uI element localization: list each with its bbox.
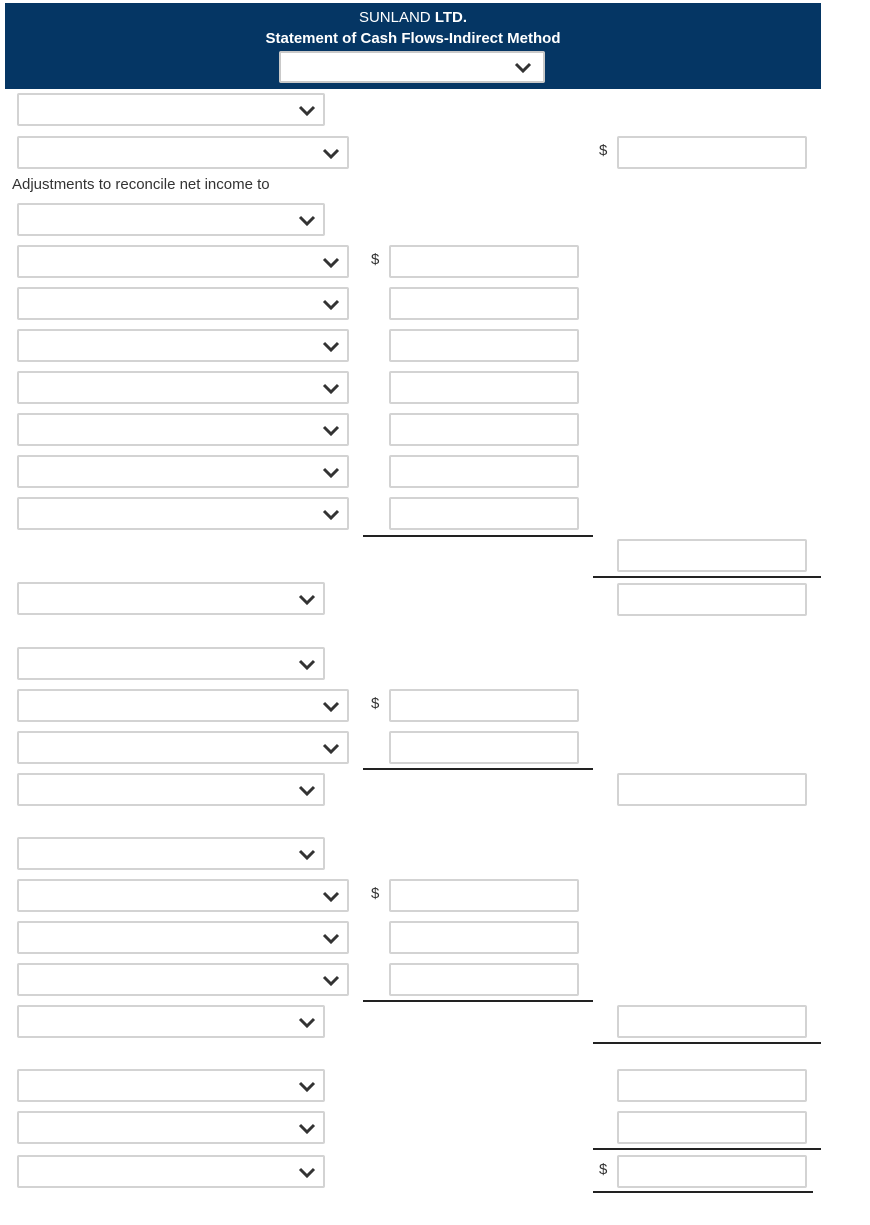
- adjustment-amount-input-7[interactable]: [389, 497, 579, 530]
- double-total-rule: [593, 1191, 813, 1193]
- chevron-down-icon: [321, 887, 341, 907]
- company-name-prefix: SUNLAND: [358, 9, 435, 26]
- net-income-amount-input[interactable]: [617, 136, 807, 169]
- chevron-down-icon: [321, 379, 341, 399]
- financing-total-select[interactable]: [17, 1005, 325, 1038]
- chevron-down-icon: [513, 58, 533, 78]
- investing-amount-input-2[interactable]: [389, 731, 579, 764]
- financing-amount-input-3[interactable]: [389, 963, 579, 996]
- cash-ending-input[interactable]: [617, 1155, 807, 1188]
- chevron-down-icon: [321, 739, 341, 759]
- adjustments-select[interactable]: [17, 203, 325, 236]
- line-item-select-2[interactable]: [17, 136, 349, 169]
- financing-heading-select[interactable]: [17, 837, 325, 870]
- chevron-down-icon: [297, 655, 317, 675]
- chevron-down-icon: [297, 590, 317, 610]
- chevron-down-icon: [297, 1163, 317, 1183]
- total-adjustments-input[interactable]: [617, 539, 807, 572]
- chevron-down-icon: [321, 421, 341, 441]
- total-rule: [593, 576, 821, 578]
- chevron-down-icon: [297, 1077, 317, 1097]
- chevron-down-icon: [321, 971, 341, 991]
- investing-total-input[interactable]: [617, 773, 807, 806]
- investing-heading-select[interactable]: [17, 647, 325, 680]
- adjustment-amount-input-1[interactable]: [389, 245, 579, 278]
- line-item-select-1[interactable]: [17, 93, 325, 126]
- adjustments-label: Adjustments to reconcile net income to: [12, 176, 270, 193]
- cash-ending-select[interactable]: [17, 1155, 325, 1188]
- adjustment-amount-input-4[interactable]: [389, 371, 579, 404]
- adjustment-item-select-7[interactable]: [17, 497, 349, 530]
- chevron-down-icon: [321, 337, 341, 357]
- adjustment-amount-input-3[interactable]: [389, 329, 579, 362]
- dollar-sign: $: [371, 251, 380, 268]
- financing-item-select-1[interactable]: [17, 879, 349, 912]
- adjustment-item-select-3[interactable]: [17, 329, 349, 362]
- financing-item-select-2[interactable]: [17, 921, 349, 954]
- dollar-sign: $: [371, 885, 380, 902]
- chevron-down-icon: [321, 463, 341, 483]
- chevron-down-icon: [321, 295, 341, 315]
- adjustment-item-select-1[interactable]: [17, 245, 349, 278]
- chevron-down-icon: [297, 211, 317, 231]
- financing-amount-input-2[interactable]: [389, 921, 579, 954]
- chevron-down-icon: [297, 101, 317, 121]
- dollar-sign: $: [371, 695, 380, 712]
- chevron-down-icon: [321, 253, 341, 273]
- adjustment-amount-input-6[interactable]: [389, 455, 579, 488]
- dollar-sign: $: [599, 1161, 608, 1178]
- adjustment-item-select-4[interactable]: [17, 371, 349, 404]
- chevron-down-icon: [321, 929, 341, 949]
- cash-beginning-select[interactable]: [17, 1111, 325, 1144]
- total-rule: [593, 1148, 821, 1150]
- adjustment-amount-input-2[interactable]: [389, 287, 579, 320]
- net-change-select[interactable]: [17, 1069, 325, 1102]
- adjustment-item-select-5[interactable]: [17, 413, 349, 446]
- net-change-input[interactable]: [617, 1069, 807, 1102]
- chevron-down-icon: [321, 144, 341, 164]
- adjustment-item-select-6[interactable]: [17, 455, 349, 488]
- financing-amount-input-1[interactable]: [389, 879, 579, 912]
- total-rule: [593, 1042, 821, 1044]
- operating-total-select[interactable]: [17, 582, 325, 615]
- financing-total-input[interactable]: [617, 1005, 807, 1038]
- chevron-down-icon: [297, 1013, 317, 1033]
- subtotal-rule: [363, 768, 593, 770]
- investing-item-select-1[interactable]: [17, 689, 349, 722]
- dollar-sign: $: [599, 142, 608, 159]
- statement-header: [5, 3, 821, 89]
- company-name: [5, 9, 821, 27]
- chevron-down-icon: [321, 505, 341, 525]
- financing-item-select-3[interactable]: [17, 963, 349, 996]
- chevron-down-icon: [297, 781, 317, 801]
- company-name-suffix: LTD.: [434, 9, 468, 26]
- period-select[interactable]: [279, 51, 545, 83]
- subtotal-rule: [363, 1000, 593, 1002]
- operating-total-input[interactable]: [617, 583, 807, 616]
- investing-total-select[interactable]: [17, 773, 325, 806]
- adjustment-item-select-2[interactable]: [17, 287, 349, 320]
- chevron-down-icon: [321, 697, 341, 717]
- investing-amount-input-1[interactable]: [389, 689, 579, 722]
- chevron-down-icon: [297, 1119, 317, 1139]
- statement-title: Statement of Cash Flows-Indirect Method: [265, 30, 561, 47]
- investing-item-select-2[interactable]: [17, 731, 349, 764]
- cash-beginning-input[interactable]: [617, 1111, 807, 1144]
- subtotal-rule: [363, 535, 593, 537]
- chevron-down-icon: [297, 845, 317, 865]
- adjustment-amount-input-5[interactable]: [389, 413, 579, 446]
